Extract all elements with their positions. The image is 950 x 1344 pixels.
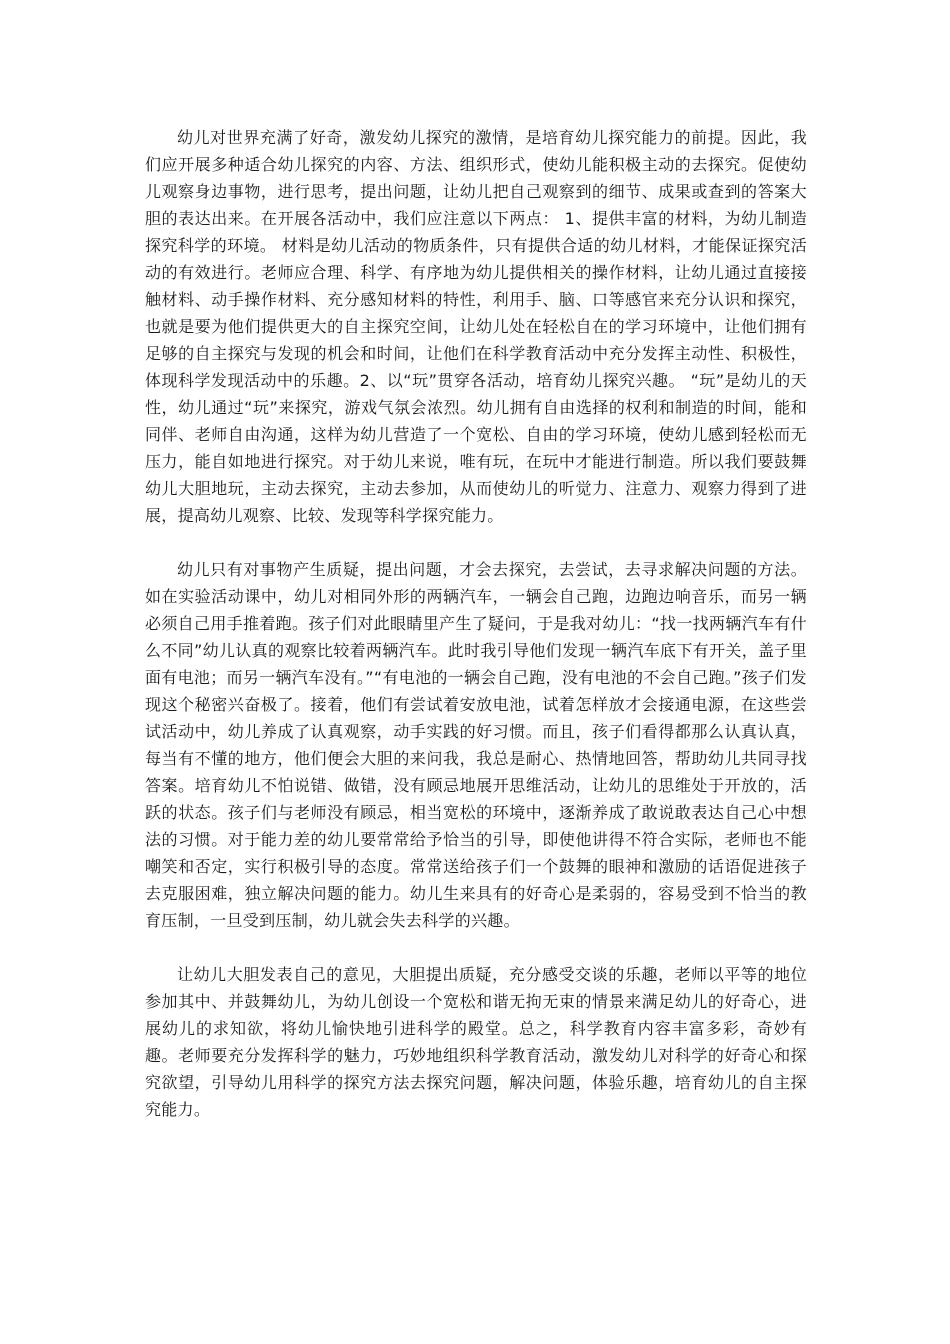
paragraph-3: 让幼儿大胆发表自己的意见，大胆提出质疑，充分感受交谈的乐趣，老师以平等的地位参加其中、并鼓舞幼儿，为幼儿创设一个宽松和谐无拘无束的情景来满足幼儿的好奇心，进展幼儿的求知欲，将幼儿愉快地引进科学的殿堂。总之，科学教育内容丰富多彩，奇妙有趣。老师要充分发挥科学的魅力，巧妙地组织科学教育活动，激发幼儿对科学的好奇心和探究欲望，引导幼儿用科学的探究方法去探究问题，解决问题，体验乐趣，培育幼儿的自主探究能力。 (145, 965, 807, 1119)
paragraph-2: 幼儿只有对事物产生质疑，提出问题，才会去探究，去尝试，去寻求解决问题的方法。如在实验活动课中，幼儿对相同外形的两辆汽车，一辆会自己跑，边跑边响音乐，而另一辆必须自己用手推着跑。孩子们对此眼睛里产生了疑问，于是我对幼儿：“找一找两辆汽车有什么不同”幼儿认真的观察比较着两辆汽车。此时我引导他们发现一辆汽车底下有开关，盖子里面有电池；而另一辆汽车没有。”“有电池的一辆会自己跑，没有电池的不会自己跑。”孩子们发现这个秘密兴奋极了。接着，他们有尝试着安放电池，试着怎样放才会接通电源，在这些尝试活动中，幼儿养成了认真观察，动手实践的好习惯。而且，孩子们看得都那么认真认真，每当有不懂的地方，他们便会大胆的来问我，我总是耐心、热情地回答，帮助幼儿共同寻找答案。培育幼儿不怕说错、做错，没有顾忌地展开思维活动，让幼儿的思维处于开放的，活跃的状态。孩子们与老师没有顾忌，相当宽松的环境中，逐渐养成了敢说敢表达自己心中想法的习惯。对于能力差的幼儿要常常给予恰当的引导，即使他讲得不符合实际，老师也不能嘲笑和否定，实行积极引导的态度。常常送给孩子们一个鼓舞的眼神和激励的话语促进孩子去克服困难，独立解决问题的能力。幼儿生来具有的好奇心是柔弱的，容易受到不恰当的教育压制，一旦受到压制，幼儿就会失去科学的兴趣。 (145, 560, 807, 930)
paragraph-1: 幼儿对世界充满了好奇，激发幼儿探究的激情，是培育幼儿探究能力的前提。因此，我们应开展多种适合幼儿探究的内容、方法、组织形式，使幼儿能积极主动的去探究。促使幼儿观察身边事物，进行思考，提出问题，让幼儿把自己观察到的细节、成果或查到的答案大胆的表达出来。在开展各活动中，我们应注意以下两点： 1、提供丰富的材料，为幼儿制造探究科学的环境。 材料是幼儿活动的物质条件，只有提供合适的幼儿材料，才能保证探究活动的有效进行。老师应合理、科学、有序地为幼儿提供相关的操作材料，让幼儿通过直接接触材料、动手操作材料、充分感知材料的特性，利用手、脑、口等感官来充分认识和探究，也就是要为他们提供更大的自主探究空间，让幼儿处在轻松自在的学习环境中，让他们拥有足够的自主探究与发现的机会和时间，让他们在科学教育活动中充分发挥主动性、积极性，体现科学发现活动中的乐趣。2、以“玩”贯穿各活动，培育幼儿探究兴趣。 “玩”是幼儿的天性，幼儿通过“玩”来探究，游戏气氛会浓烈。幼儿拥有自由选择的权利和制造的时间，能和同伴、老师自由沟通，这样为幼儿营造了一个宽松、自由的学习环境，使幼儿感到轻松而无压力，能自如地进行探究。对于幼儿来说，唯有玩，在玩中才能进行制造。所以我们要鼓舞幼儿大胆地玩，主动去探究，主动去参加，从而使幼儿的听觉力、注意力、观察力得到了进展，提高幼儿观察、比较、发现等科学探究能力。 (145, 128, 807, 525)
document-body (145, 124, 807, 1150)
